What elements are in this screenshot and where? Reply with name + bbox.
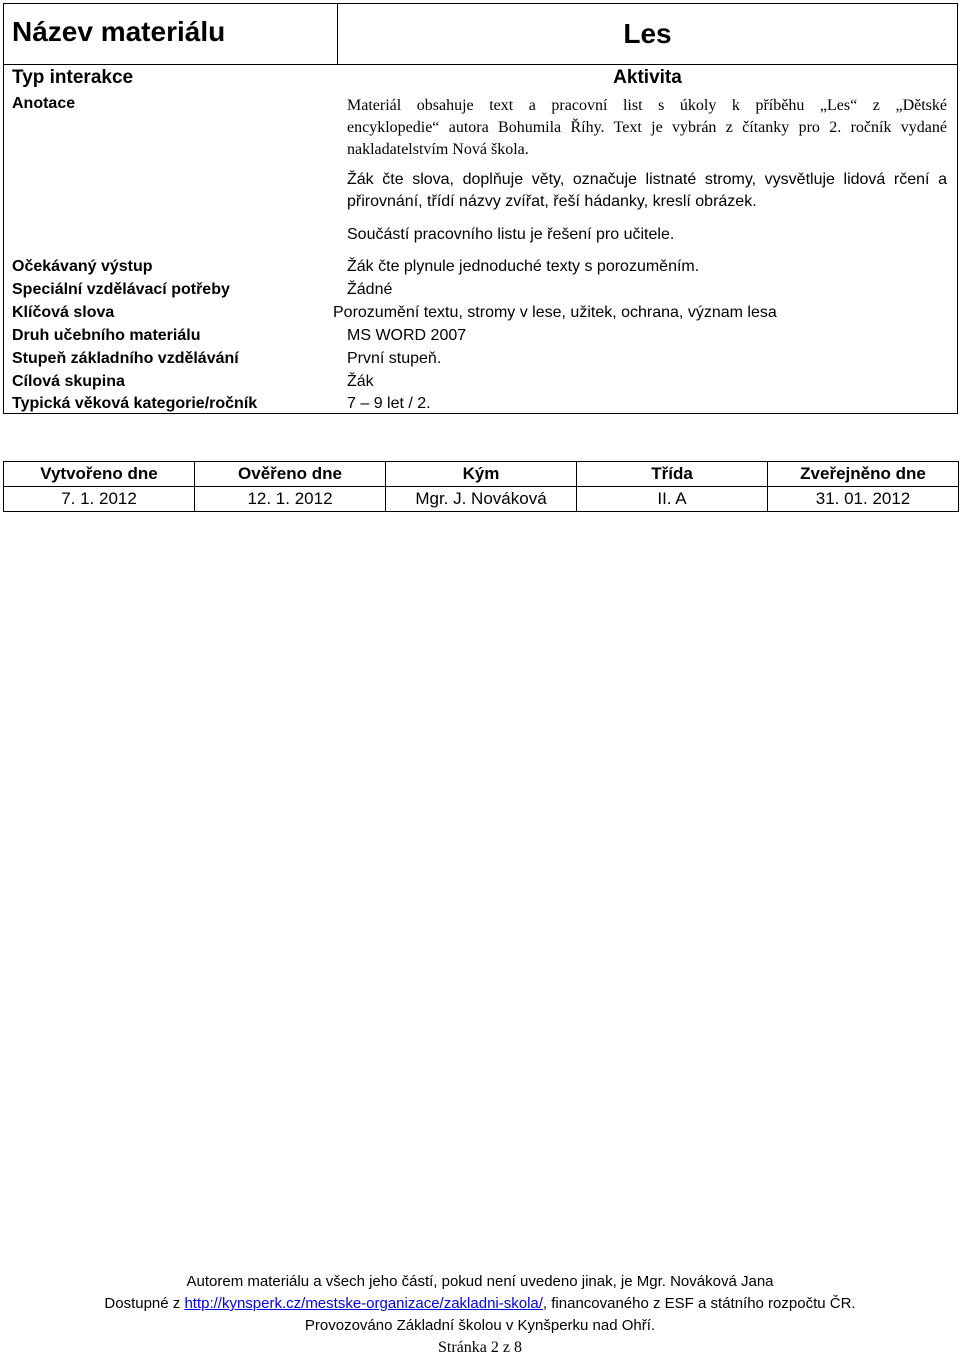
annotation-p1-line2: encyklopedie“ autora Bohumila Říhy. Text je vybrán z čítanky pro 2. ročník vydané	[347, 119, 947, 136]
info-header-by: Kým	[386, 462, 577, 487]
row-value-education-level: První stupeň.	[347, 350, 442, 367]
footer-availability-suffix: , financovaného z ESF a státního rozpočtu ČR.	[542, 1295, 856, 1312]
info-value-class: II. A	[577, 487, 768, 512]
info-header-created: Vytvořeno dne	[4, 462, 195, 487]
annotation-p2-line2: přirovnání, třídí názvy zvířat, řeší hádanky, kreslí obrázek.	[347, 193, 757, 210]
row-label-education-level: Stupeň základního vzdělávání	[12, 350, 239, 367]
info-table-header-row	[4, 462, 959, 487]
row-label-material-type: Druh učebního materiálu	[12, 327, 201, 344]
material-name-label: Název materiálu	[12, 16, 226, 47]
info-table-value-row	[4, 487, 959, 512]
info-header-class: Třída	[577, 462, 768, 487]
row-value-keywords: Porozumění textu, stromy v lese, užitek, ochrana, význam lesa	[333, 304, 777, 321]
interaction-type-label: Typ interakce	[12, 67, 134, 88]
annotation-paragraph	[347, 95, 947, 161]
info-value-by: Mgr. J. Nováková	[386, 487, 577, 512]
annotation-p1-line3: nakladatelstvím Nová škola.	[347, 141, 529, 158]
info-value-verified: 12. 1. 2012	[195, 487, 386, 512]
row-label-target-group: Cílová skupina	[12, 373, 125, 390]
footer-availability	[0, 1293, 960, 1315]
row-label-expected-output: Očekávaný výstup	[12, 258, 153, 275]
info-value-created: 7. 1. 2012	[4, 487, 195, 512]
page-number: Stránka 2 z 8	[438, 1339, 522, 1356]
annotation-paragraph-2	[347, 169, 947, 213]
row-label-keywords: Klíčová slova	[12, 304, 115, 321]
row-value-expected-output: Žák čte plynule jednoduché texty s porozuměním.	[347, 258, 700, 275]
row-value-material-type: MS WORD 2007	[347, 327, 467, 344]
annotation-paragraph-3: Součástí pracovního listu je řešení pro učitele.	[347, 226, 675, 243]
info-header-verified: Ověřeno dne	[195, 462, 386, 487]
row-value-special-needs: Žádné	[347, 281, 393, 298]
annotation-p2-line1: Žák čte slova, doplňuje věty, označuje listnaté stromy, vysvětluje lidová rčení a	[347, 171, 947, 188]
footer-author: Autorem materiálu a všech jeho částí, pokud není uvedeno jinak, je Mgr. Nováková Jana	[186, 1273, 774, 1290]
annotation-p1-line1: Materiál obsahuje text a pracovní list s úkoly k příběhu „Les“ z „Dětské	[347, 97, 947, 114]
info-table	[3, 461, 959, 512]
info-value-published: 31. 01. 2012	[768, 487, 959, 512]
annotation-label: Anotace	[12, 95, 76, 112]
interaction-type-value: Aktivita	[613, 67, 682, 88]
footer-link[interactable]: http://kynsperk.cz/mestske-organizace/zakladni-skola/	[184, 1295, 543, 1312]
info-header-published: Zveřejněno dne	[768, 462, 959, 487]
row-value-age-category: 7 – 9 let / 2.	[347, 395, 431, 412]
footer-availability-prefix: Dostupné z	[104, 1295, 185, 1312]
row-value-target-group: Žák	[347, 373, 374, 390]
material-title: Les	[623, 18, 672, 49]
footer-operator: Provozováno Základní školou v Kynšperku nad Ohří.	[304, 1317, 656, 1334]
footer	[0, 1271, 960, 1359]
row-label-age-category: Typická věková kategorie/ročník	[12, 395, 258, 412]
row-label-special-needs: Speciální vzdělávací potřeby	[12, 281, 230, 298]
